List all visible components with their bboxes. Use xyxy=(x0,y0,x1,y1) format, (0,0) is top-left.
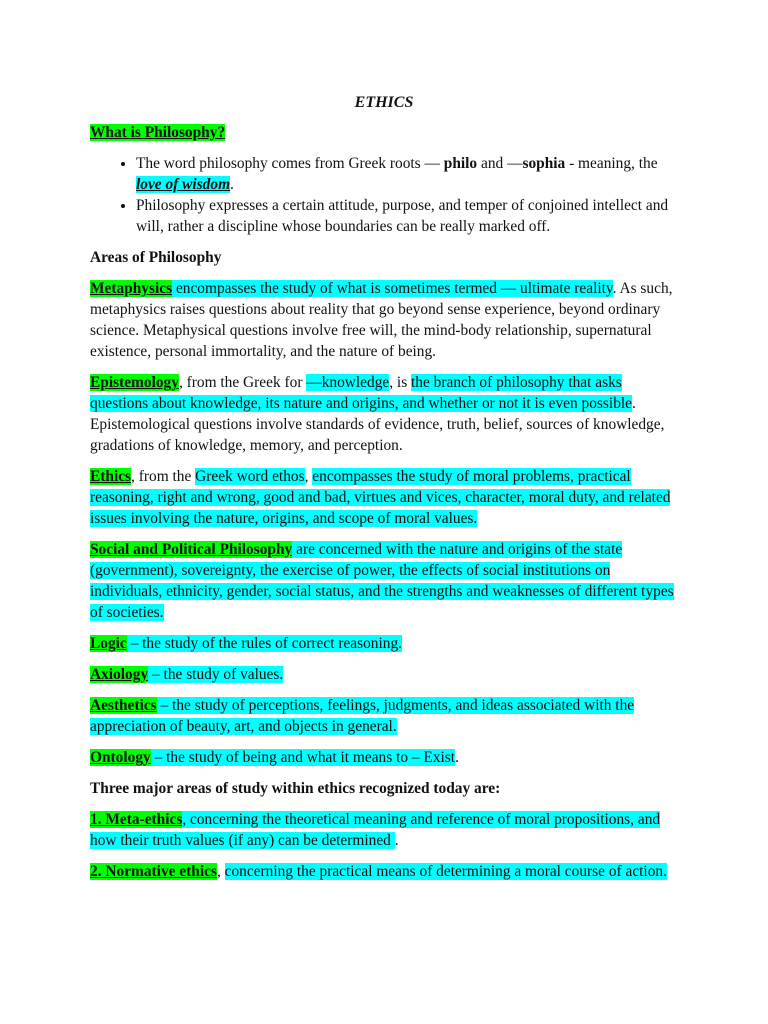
social-political-paragraph xyxy=(90,539,678,623)
logic-paragraph xyxy=(90,633,678,654)
love-of-wisdom-phrase: love of wisdom xyxy=(136,176,231,193)
sophia-term: sophia xyxy=(522,155,566,172)
philo-term: philo xyxy=(443,155,478,172)
aesthetics-term: Aesthetics xyxy=(90,697,157,714)
ethics-text: , from the xyxy=(131,468,196,485)
bullet-text: - meaning, the xyxy=(565,155,658,172)
epistemology-text: . Epistemological questions involve standards of evidence, truth, belief, sources of knowledge, gradations of knowledge, memory, and perception. xyxy=(90,395,665,454)
metaphysics-text: . As such, metaphysics raises questions about reality that go beyond sense experience, beyond ordinary science. Metaphysical questions involve free will, the mind-body relationship, supernatural existence, personal immortality, and the nature of being. xyxy=(90,280,673,360)
knowledge-highlight: —knowledge xyxy=(306,374,390,391)
epistemology-text: , from the Greek for xyxy=(178,374,307,391)
normative-ethics-highlight: concerning the practical means of determining a moral course of action. xyxy=(224,863,667,880)
ontology-paragraph xyxy=(90,747,678,768)
epistemology-paragraph xyxy=(90,372,678,456)
meta-ethics-highlight: , concerning the theoretical meaning and reference of moral propositions, and how their truth values (if any) can be determined xyxy=(90,811,661,849)
document-body xyxy=(90,94,678,892)
aesthetics-paragraph xyxy=(90,695,678,737)
ontology-term: Ontology xyxy=(90,749,151,766)
aesthetics-highlight: – the study of perceptions, feelings, judgments, and ideas associated with the appreciation of beauty, art, and objects in general. xyxy=(90,697,635,735)
ontology-highlight: – the study of being and what it means to – Exist xyxy=(150,749,456,766)
metaphysics-term: Metaphysics xyxy=(90,280,173,297)
bullet-item-roots xyxy=(136,153,678,195)
logic-term: Logic xyxy=(90,635,127,652)
social-political-highlight: are concerned with the nature and origins of the state (government), sovereignty, the exercise of power, the effects of social institutions on individuals, ethnicity, gender, social status, and the strengths and weaknesses of different types of societies. xyxy=(90,541,674,621)
philosophy-bullet-list xyxy=(90,153,678,237)
epistemology-text: , is xyxy=(389,374,412,391)
bullet-text: The word philosophy comes from Greek roots xyxy=(136,155,425,172)
normative-ethics-paragraph xyxy=(90,861,678,882)
meta-ethics-term: 1. Meta-ethics xyxy=(90,811,183,828)
what-is-philosophy-heading xyxy=(90,122,678,143)
axiology-term: Axiology xyxy=(90,666,149,683)
comma: , xyxy=(216,863,225,880)
ethics-highlight: encompasses the study of moral problems, practical reasoning, right and wrong, good and bad, virtues and vices, character, moral duty, and related issues involving the nature, origins, and scope of moral values. xyxy=(90,468,671,527)
axiology-highlight: – the study of values. xyxy=(148,666,284,683)
ethics-text: , xyxy=(304,468,313,485)
three-areas-heading: Three major areas of study within ethics recognized today are: xyxy=(90,780,501,797)
page-title: ETHICS xyxy=(354,94,414,111)
period: . xyxy=(230,176,234,193)
dash: — xyxy=(424,155,440,172)
axiology-paragraph xyxy=(90,664,678,685)
areas-of-philosophy-heading: Areas of Philosophy xyxy=(90,249,222,266)
social-political-term: Social and Political Philosophy xyxy=(90,541,293,558)
bullet-text: and xyxy=(477,155,508,172)
metaphysics-paragraph xyxy=(90,278,678,362)
epistemology-highlight: the branch of philosophy that asks questions about knowledge, its nature and origins, and whether or not it is even possible xyxy=(90,374,632,412)
what-is-philosophy-label: What is Philosophy? xyxy=(90,124,226,141)
period: . xyxy=(455,749,459,766)
ethos-highlight: Greek word ethos xyxy=(195,468,305,485)
logic-highlight: – the study of the rules of correct reasoning. xyxy=(126,635,403,652)
metaphysics-highlight: encompasses the study of what is sometimes termed — ultimate reality xyxy=(172,280,613,297)
ethics-term: Ethics xyxy=(90,468,132,485)
bullet-item-attitude: • Philosophy expresses a certain attitude, purpose, and temper of conjoined intellect and will, rather a discipline whose boundaries can be really marked off. xyxy=(136,195,678,237)
meta-ethics-paragraph xyxy=(90,809,678,851)
epistemology-term: Epistemology xyxy=(90,374,179,391)
dash: — xyxy=(507,155,523,172)
normative-ethics-term: 2. Normative ethics xyxy=(90,863,217,880)
ethics-paragraph xyxy=(90,466,678,529)
period: . xyxy=(394,832,399,849)
